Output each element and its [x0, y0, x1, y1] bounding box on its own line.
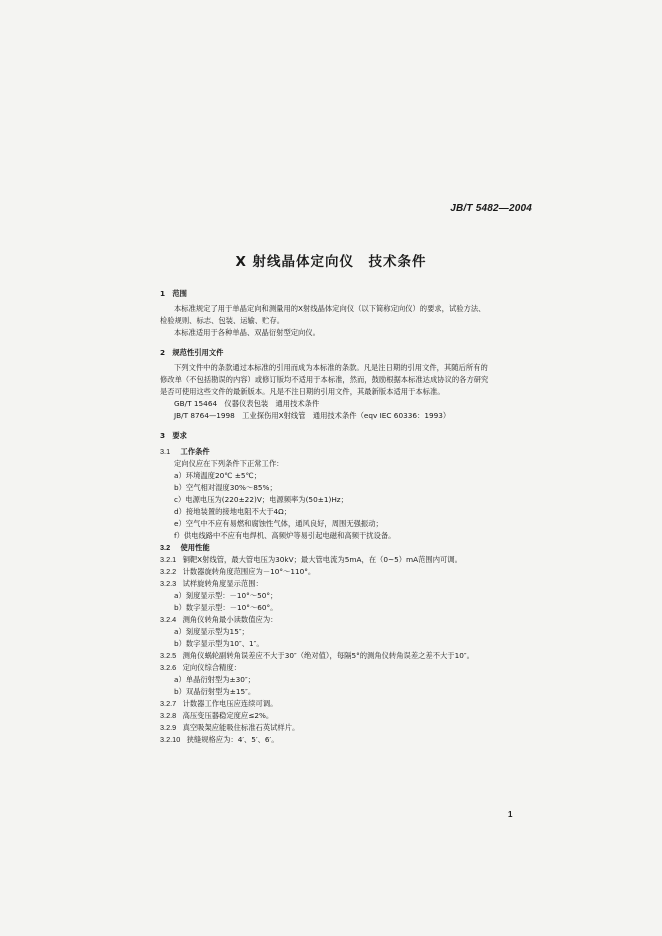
section-1-para1-line2: 检验规则、标志、包装、运输、贮存。 — [160, 316, 285, 325]
page-number: 1 — [508, 810, 513, 819]
clause-number: 3.2.4 — [160, 615, 177, 624]
clause-title: 工作条件 — [180, 447, 210, 456]
clause-3-2 — [160, 542, 210, 553]
section-3-heading: 3 要求 — [160, 431, 187, 440]
condition-item-b: b）空气相对湿度30%～85%； — [174, 483, 277, 492]
clause-3-1 — [160, 446, 210, 457]
clause-3-2-4-a: a）刻度显示型为15″； — [174, 627, 249, 636]
clause-text: 测角仪转角最小读数值应为： — [182, 615, 278, 624]
section-2-heading: 2 规范性引用文件 — [160, 348, 224, 357]
clause-3-2-6-a: a）单晶衍射型为±30″； — [174, 675, 255, 684]
clause-3-2-4-b: b）数字显示型为10″、1″。 — [174, 639, 264, 648]
section-2-line3: 是否可使用这些文件的最新版本。凡是不注日期的引用文件，其最新版本适用于本标准。 — [160, 387, 445, 396]
clause-3-2-10 — [160, 734, 279, 745]
clause-3-2-4 — [160, 614, 277, 625]
clause-3-2-3-a: a）刻度显示型：－10°～50°； — [174, 591, 278, 600]
condition-item-f: f）供电线路中不应有电焊机、高频炉等易引起电磁和高频干扰设备。 — [174, 531, 396, 540]
clause-number: 3.2.10 — [160, 735, 181, 744]
clause-text: 测角仪蜗轮副转角误差应不大于30″（绝对值），每隔5°的测角仪转角误差之差不大于10″。 — [182, 651, 474, 660]
clause-number: 3.2.2 — [160, 567, 177, 576]
clause-text: 真空吸架应能吸住标准石英试样片。 — [182, 723, 300, 732]
clause-3-2-1 — [160, 554, 462, 565]
section-1-para2: 本标准适用于各种单晶、双晶衍射型定向仪。 — [174, 328, 320, 337]
clause-number: 3.2.8 — [160, 711, 177, 720]
clause-text: 定向仪综合精度： — [182, 663, 241, 672]
clause-text: 狭缝规格应为：4′、5′、6′。 — [186, 735, 279, 744]
clause-3-2-6-b: b）双晶衍射型为±15″。 — [174, 687, 256, 696]
section-2-line1: 下列文件中的条款通过本标准的引用而成为本标准的条款。凡是注日期的引用文件，其随后所有的 — [174, 363, 488, 372]
clause-3-1-intro: 定向仪应在下列条件下正常工作： — [174, 459, 284, 468]
clause-text: 试样旋转角度显示范围： — [182, 579, 263, 588]
section-1-heading: 1 范围 — [160, 289, 187, 298]
clause-3-2-6 — [160, 662, 241, 673]
clause-number: 3.2.6 — [160, 663, 177, 672]
condition-item-e: e）空气中不应有易燃和腐蚀性气体，通风良好，周围无强振动； — [174, 519, 383, 528]
document-title: X 射线晶体定向仪 技术条件 — [235, 254, 427, 270]
standard-code: JB/T 5482—2004 — [450, 203, 532, 214]
clause-3-2-8 — [160, 710, 273, 721]
clause-number: 3.2.9 — [160, 723, 177, 732]
clause-text: 计数器旋转角度范围应为－10°～110°。 — [182, 567, 316, 576]
condition-item-a: a）环境温度20℃ ±5℃； — [174, 471, 262, 480]
reference-jbt-8764: JB/T 8764—1998 工业探伤用X射线管 通用技术条件（eqv IEC 60336：1993） — [174, 411, 451, 420]
clause-number: 3.2.7 — [160, 699, 177, 708]
clause-3-2-7 — [160, 698, 277, 709]
clause-number: 3.2.3 — [160, 579, 177, 588]
clause-3-2-9 — [160, 722, 299, 733]
condition-item-c: c）电源电压为(220±22)V；电源频率为(50±1)Hz； — [174, 495, 348, 504]
clause-text: 高压变压器稳定度应≤2%。 — [182, 711, 274, 720]
clause-text: 计数器工作电压应连续可调。 — [182, 699, 278, 708]
clause-number: 3.2.1 — [160, 555, 177, 564]
clause-text: 铜靶X射线管，最大管电压为30kV；最大管电流为5mA，在（0~5）mA范围内可调。 — [182, 555, 462, 564]
section-1-para1-line1: 本标准规定了用于单晶定向和测量用的X射线晶体定向仪（以下简称定向仪）的要求，试验方法、 — [174, 304, 486, 313]
clause-number: 3.2 — [160, 543, 171, 552]
clause-number: 3.1 — [160, 447, 171, 456]
reference-gbt-15464: GB/T 15464 仪器仪表包装 通用技术条件 — [174, 399, 320, 408]
clause-3-2-5 — [160, 650, 474, 661]
clause-3-2-3 — [160, 578, 263, 589]
clause-3-2-2 — [160, 566, 315, 577]
clause-number: 3.2.5 — [160, 651, 177, 660]
clause-3-2-3-b: b）数字显示型：－10°～60°。 — [174, 603, 278, 612]
section-2-line2: 修改单（不包括勘误的内容）或修订版均不适用于本标准，然而，鼓励根据本标准达成协议的各方研究 — [160, 375, 489, 384]
clause-title: 使用性能 — [180, 543, 210, 552]
condition-item-d: d）接地装置的接地电阻不大于4Ω； — [174, 507, 292, 516]
